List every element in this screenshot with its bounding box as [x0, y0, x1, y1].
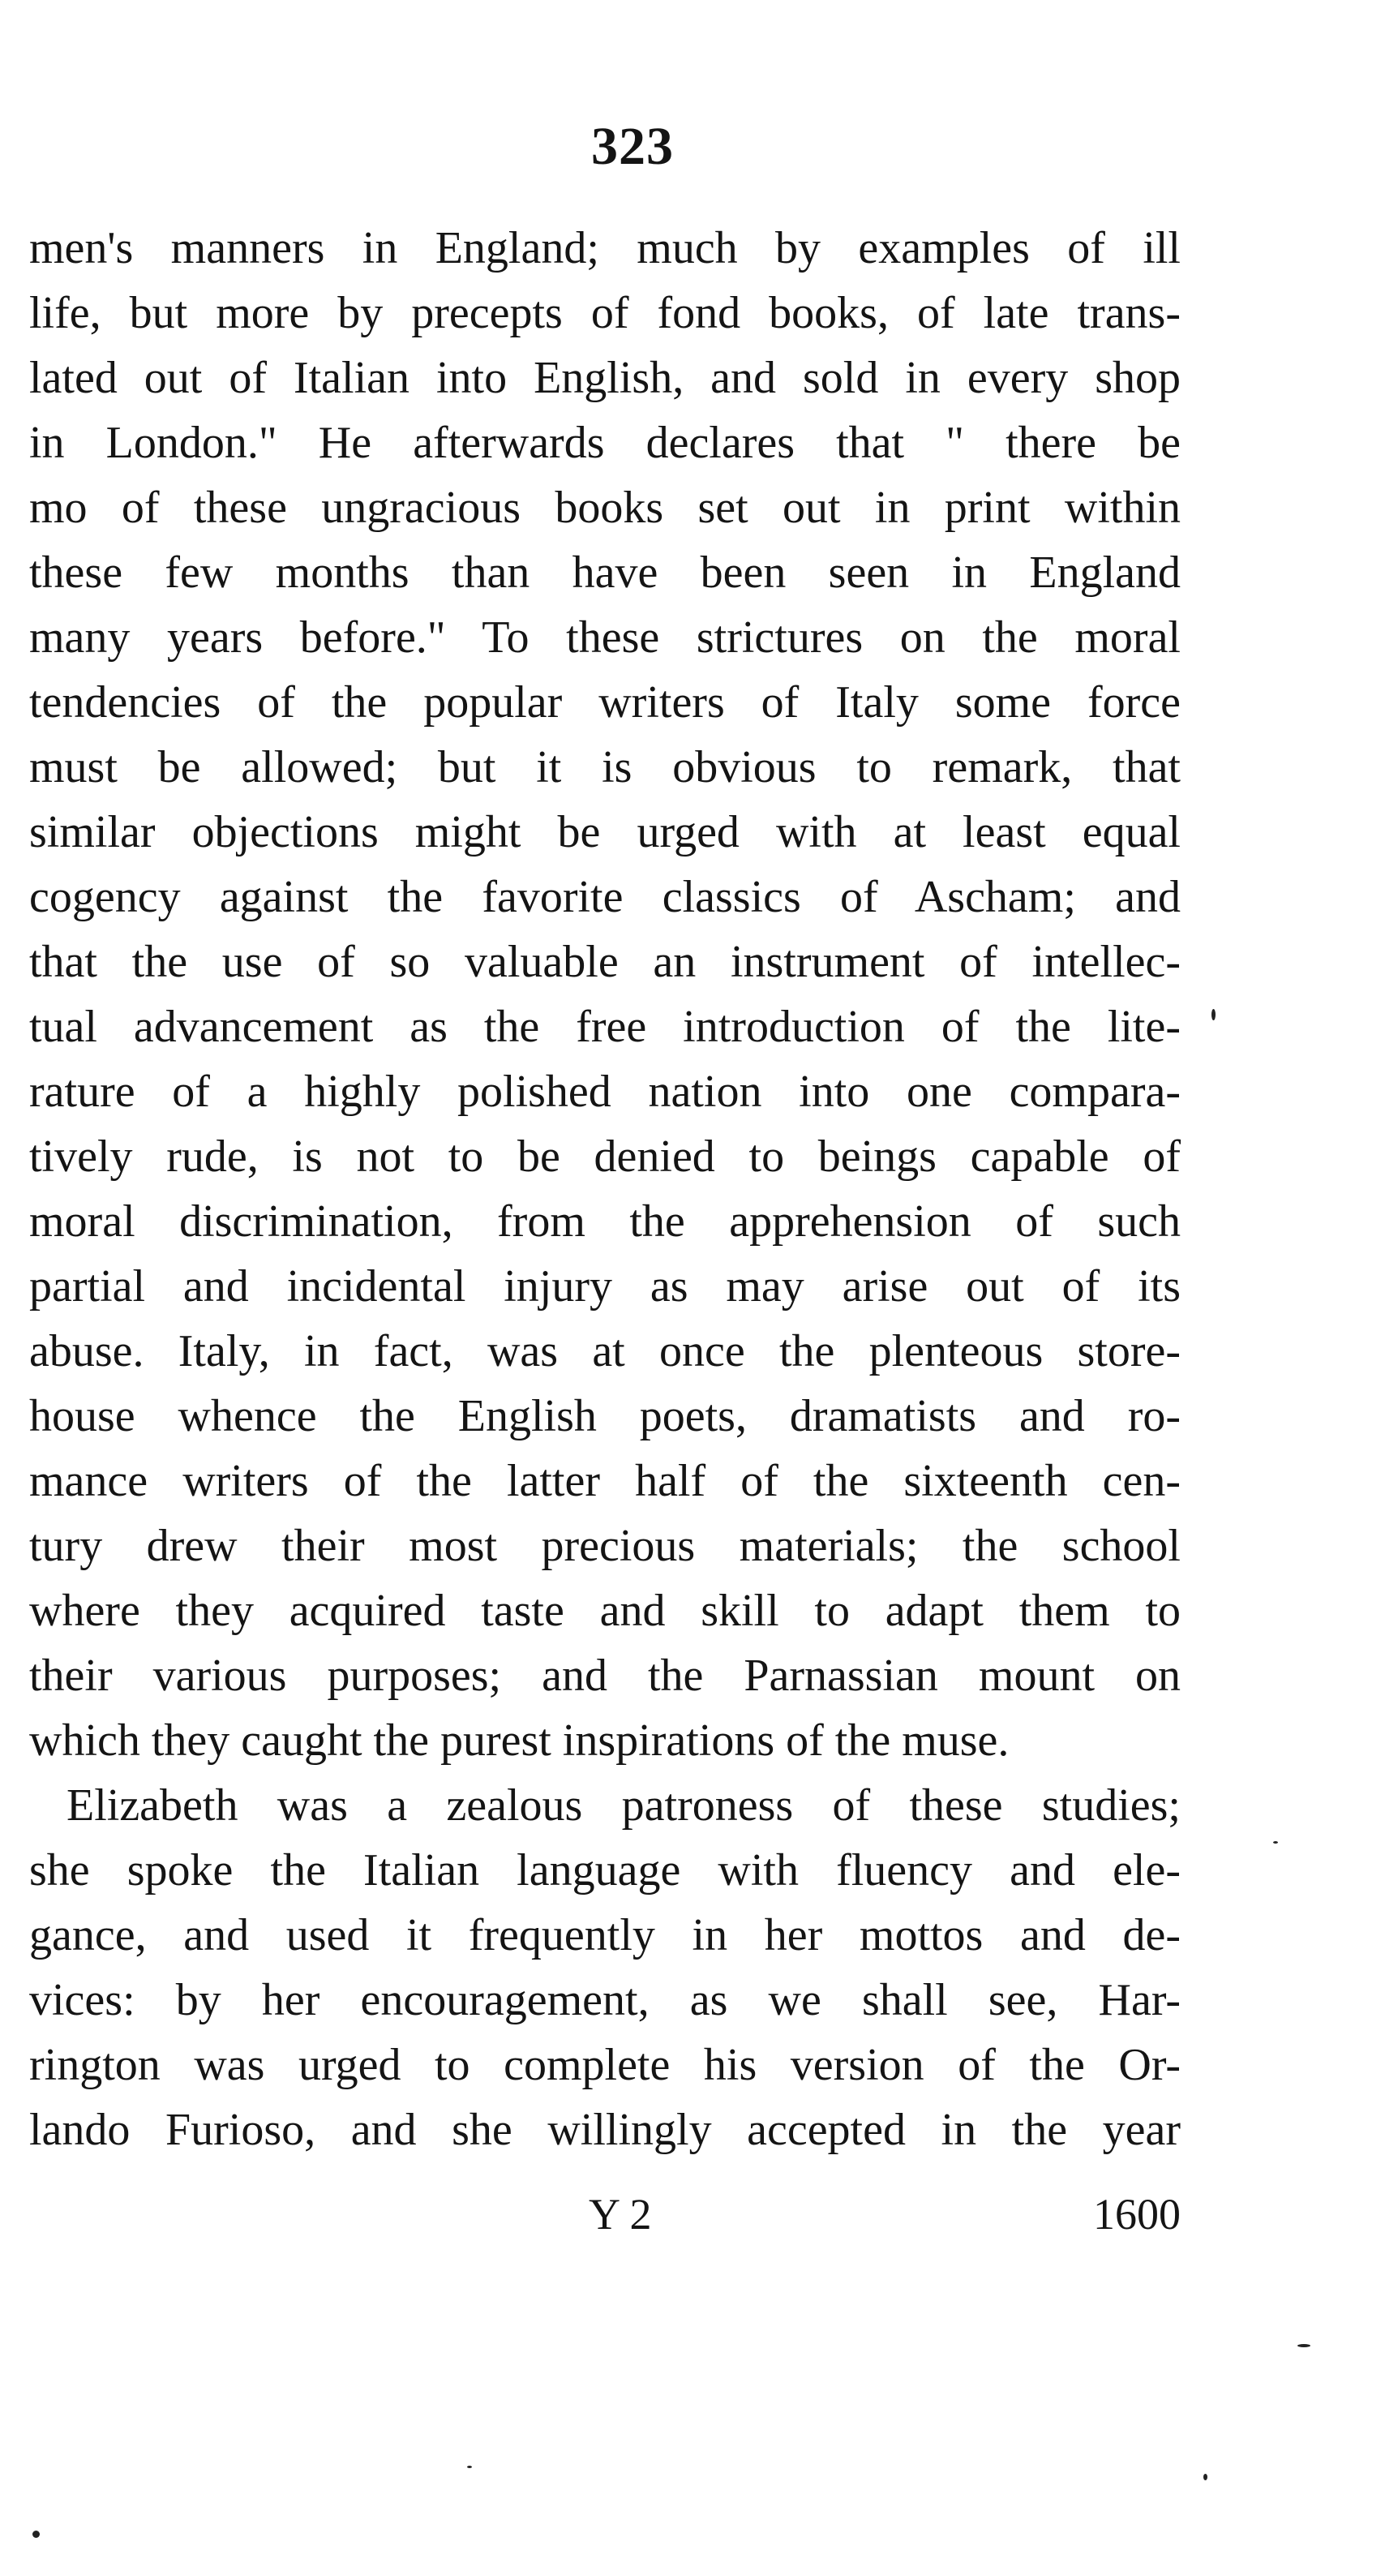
text-line: tury drew their most precious materials; the school: [29, 1521, 1181, 1571]
text-line: moral discrimination, from the apprehension of such: [29, 1196, 1181, 1247]
text-line: that the use of so valuable an instrument of intellec-: [29, 937, 1181, 987]
text-line: these few months than have been seen in England: [29, 547, 1181, 598]
page-number: 323: [591, 117, 674, 176]
text-line: cogency against the favorite classics of Ascham; and: [29, 872, 1181, 922]
text-line: life, but more by precepts of fond books, of late trans-: [29, 288, 1181, 338]
text-line: must be allowed; but it is obvious to remark, that: [29, 742, 1181, 792]
text-line: their various purposes; and the Parnassian mount on: [29, 1651, 1181, 1701]
text-line: which they caught the purest inspirations of the muse.: [29, 1715, 1010, 1766]
text-line: mo of these ungracious books set out in print within: [29, 483, 1181, 533]
text-line: gance, and used it frequently in her mottos and de-: [29, 1910, 1181, 1960]
scan-speck: [1297, 2344, 1310, 2347]
text-line: lando Furioso, and she willingly accepted in the year: [29, 2105, 1181, 2155]
text-line: tively rude, is not to be denied to beings capable of: [29, 1131, 1181, 1182]
text-line: rature of a highly polished nation into one compara-: [29, 1067, 1181, 1117]
text-line: in London." He afterwards declares that " there be: [29, 418, 1181, 468]
text-line: house whence the English poets, dramatists and ro-: [29, 1391, 1181, 1441]
text-line: lated out of Italian into English, and sold in every shop: [29, 353, 1181, 403]
text-line: men's manners in England; much by examples of ill: [29, 223, 1181, 273]
scan-speck: [1273, 1841, 1278, 1844]
scan-speck: [32, 2531, 40, 2538]
text-line: tual advancement as the free introduction of the lite-: [29, 1002, 1181, 1052]
scan-speck: [467, 2466, 472, 2468]
signature-mark: Y 2: [589, 2190, 652, 2239]
text-line: she spoke the Italian language with fluency and ele-: [29, 1845, 1181, 1896]
scan-speck: [1203, 2474, 1207, 2480]
text-line: many years before." To these strictures on the moral: [29, 612, 1181, 663]
scan-speck: [1211, 1009, 1216, 1020]
body-text: [29, 216, 1181, 2162]
text-line: vices: by her encouragement, as we shall see, Har-: [29, 1975, 1181, 2025]
text-line: mance writers of the latter half of the sixteenth cen-: [29, 1456, 1181, 1506]
text-line: tendencies of the popular writers of Italy some force: [29, 677, 1181, 728]
page-footer: [29, 2182, 1181, 2247]
text-line: similar objections might be urged with at least equal: [29, 807, 1181, 857]
text-line: partial and incidental injury as may arise out of its: [29, 1261, 1181, 1312]
text-line: abuse. Italy, in fact, was at once the plenteous store-: [29, 1326, 1181, 1376]
text-line: where they acquired taste and skill to adapt them to: [29, 1586, 1181, 1636]
text-line: Elizabeth was a zealous patroness of these studies;: [66, 1780, 1181, 1831]
text-line: rington was urged to complete his version of the Or-: [29, 2040, 1181, 2090]
catchword: 1600: [1093, 2190, 1181, 2239]
